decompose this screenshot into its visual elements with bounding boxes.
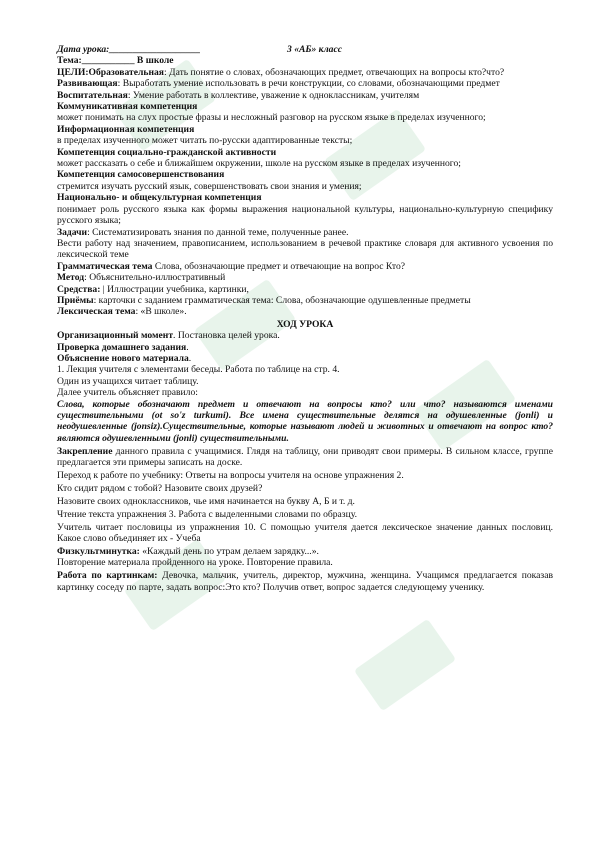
physical-minute: Физкультминутка: «Каждый день по утрам делаем зарядку...». — [57, 545, 319, 557]
techniques: Приёмы: карточки с заданием грамматическая тема: Слова, обозначающие одушевленные предметы — [57, 294, 471, 306]
body-line: Учитель читает пословицы из упражнения 10. С помощью учителя дается лексическое значение данных пословиц. Какое слово объединяет их - Учеба — [57, 521, 553, 545]
grammar-topic: Грамматическая тема Слова, обозначающие предмет и отвечающие на вопрос Кто? — [57, 260, 406, 272]
header-row — [57, 44, 553, 55]
rule-text: Слова, которые обозначают предмет и отвечают на вопросы кто? или что? называются именами существительными (ot so'z turkumi). Все имена существительные делятся на одушевленные (jonli) и неодушевленные (jonsiz).Существительные, которые называют людей и животных и отвечают на вопрос кто? являются одушевленными (jonli) существительными. — [57, 398, 553, 444]
competency-label: Компетенция социально-гражданской активности — [57, 146, 277, 158]
step-homework: Проверка домашнего задания. — [57, 341, 189, 353]
competency-label: Информационная компетенция — [57, 123, 195, 135]
body-line: Назовите своих одноклассников, чье имя начинается на букву А, Б и т. д. — [57, 495, 355, 507]
body-line: 1. Лекция учителя с элементами беседы. Работа по таблице на стр. 4. — [57, 364, 340, 376]
tasks: Задачи: Систематизировать знания по данной теме, полученные ранее. — [57, 226, 349, 238]
step-org: Организационный момент. Постановка целей урока. — [57, 330, 280, 342]
competency-text: понимает роль русского языка как формы выражения национальной культуры, национально-культурную специфику русского языка; — [57, 203, 553, 227]
step-new-material: Объяснение нового материала. — [57, 352, 192, 364]
body-line: Далее учитель объясняет правило: — [57, 387, 198, 399]
lesson-title: ХОД УРОКА — [276, 318, 334, 330]
competency-text: в пределах изученного может читать по-русски адаптированные тексты; — [57, 135, 353, 147]
tasks-continued: Вести работу над значением, правописанием, использованием в речевой практике словаря для активного усвоения по лексической теме — [57, 237, 553, 261]
lesson-plan-document — [57, 44, 553, 593]
lexical-topic: Лексическая тема: «В школе». — [57, 306, 187, 318]
competency-label: Компетенция самосовершенствования — [57, 169, 225, 181]
method: Метод: Объяснительно-иллюстративный — [57, 272, 226, 284]
body-line: Кто сидит рядом с тобой? Назовите своих друзей? — [57, 482, 263, 494]
watermark — [360, 640, 450, 690]
body-line: Переход к работе по учебнику: Ответы на вопросы учителя на основе упражнения 2. — [57, 470, 404, 482]
reinforcement: Закрепление данного правила с учащимися. Глядя на таблицу, они приводят свои примеры. В сильном классе, группе предлагается эти примеры записать на доске. — [57, 445, 553, 469]
body-line: Один из учащихся читает таблицу. — [57, 375, 199, 387]
date-label: Дата урока:___________________ — [57, 44, 201, 55]
class-label: 3 «АБ» класс — [287, 44, 342, 55]
competency-label: Коммуникативная компетенция — [57, 101, 198, 113]
competency-text: может рассказать о себе и ближайшем окружении, школе на русском языке в пределах изученного; — [57, 158, 461, 170]
goal-educational: ЦЕЛИ:Образовательная: Дать понятие о словах, обозначающих предмет, отвечающих на вопросы кто?что? — [57, 66, 505, 78]
body-line: Чтение текста упражнения 3. Работа с выделенными словами по образцу. — [57, 508, 357, 520]
means: Средства: | Иллюстрации учебника, картинки, — [57, 283, 249, 295]
topic-label: Тема:___________ В школе — [57, 55, 174, 67]
competency-text: стремится изучать русский язык, совершенствовать свои знания и умения; — [57, 180, 362, 192]
picture-work: Работа по картинкам: Девочка, мальчик, учитель, директор, мужчина, женщина. Учащимся предлагается показав картинку соседу по парте, задать вопрос:Это кто? Получив ответ, вопрос задается следующему ученику. — [57, 570, 553, 593]
goal-developmental: Развивающая: Выработать умение использовать в речи конструкции, со словами, обозначающими предмет — [57, 78, 500, 90]
competency-label: Национально- и общекультурная компетенция — [57, 192, 262, 204]
repeat-line: Повторение материала пройденного на уроке. Повторение правила. — [57, 557, 333, 569]
goal-upbringing: Воспитательная: Умение работать в коллективе, уважение к одноклассникам, учителям — [57, 89, 420, 101]
competency-text: может понимать на слух простые фразы и несложный разговор на русском языке в пределах изученного; — [57, 112, 486, 124]
